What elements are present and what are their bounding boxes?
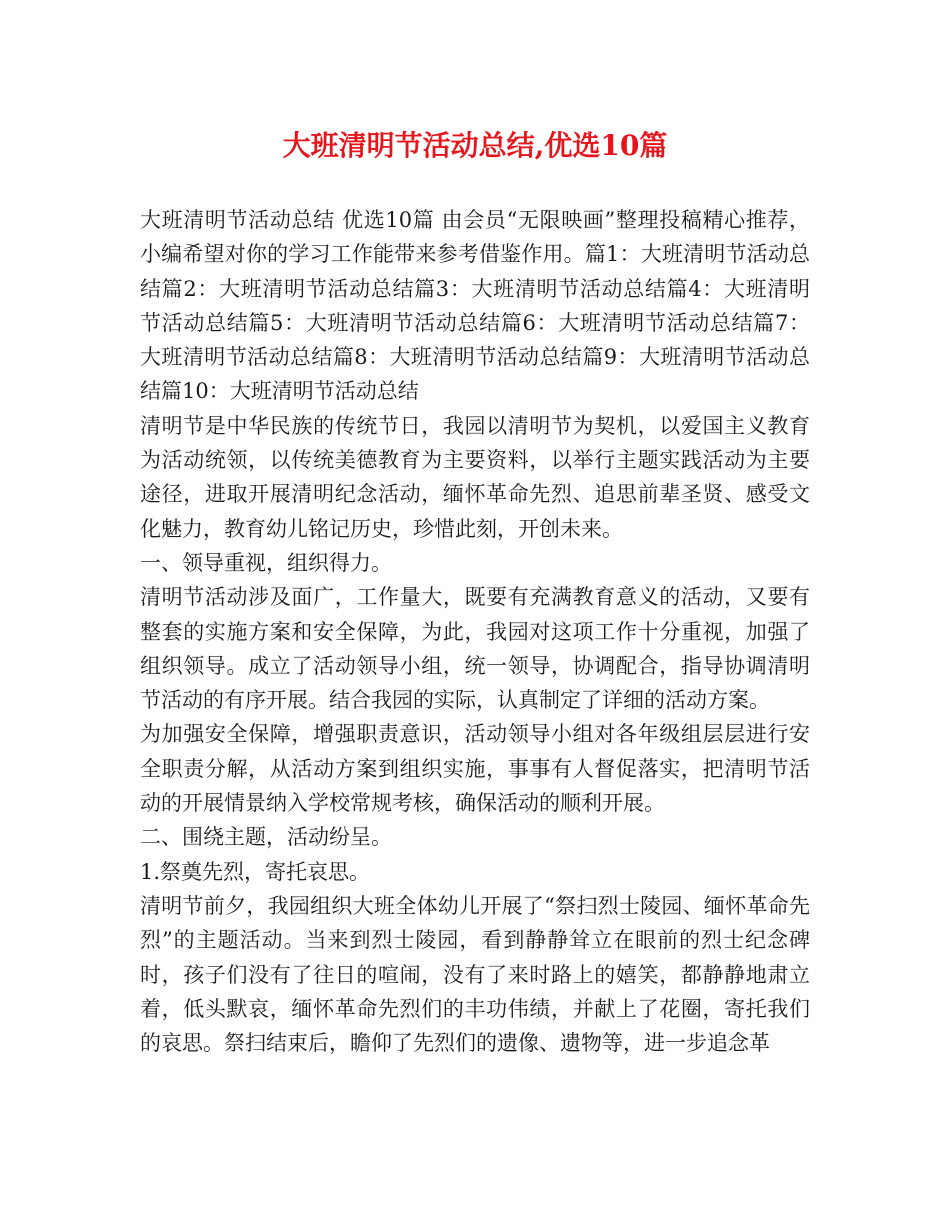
section-heading-leadership: 一、领导重视，组织得力。 <box>140 550 392 575</box>
paragraph-intro: 大班清明节活动总结 优选10篇 由会员“无限映画”整理投稿精心推荐，小编希望对你的学习工作能带来参考借鉴作用。篇1：大班清明节活动总结篇2：大班清明节活动总结篇3：大班清明节活动总结篇4：大班清明节活动总结篇5：大班清明节活动总结篇6：大班清明节活动总结篇7：大班清明节活动总结篇8：大班清明节活动总结篇9：大班清明节活动总结篇10：大班清明节活动总结 <box>140 208 810 404</box>
document-title: 大班清明节活动总结,优选10篇 <box>282 129 668 162</box>
document-body <box>140 203 810 1060</box>
paragraph-memorial: 清明节前夕，我园组织大班全体幼儿开展了“祭扫烈士陵园、缅怀革命先烈”的主题活动。当来到烈士陵园，看到静静耸立在眼前的烈士纪念碑时，孩子们没有了往日的喧闹，没有了来时路上的嬉笑，都静静地肃立着，低头默哀，缅怀革命先烈们的丰功伟绩，并献上了花圈，寄托我们的哀思。祭扫结束后，瞻仰了先烈们的遗像、遗物等，进一步追念革 <box>140 893 810 1056</box>
section-heading-activities: 二、围绕主题，活动纷呈。 <box>140 825 392 850</box>
paragraph-safety: 为加强安全保障，增强职责意识，活动领导小组对各年级组层层进行安全职责分解，从活动方案到组织实施，事事有人督促落实，把清明节活动的开展情景纳入学校常规考核，确保活动的顺利开展。 <box>140 722 810 816</box>
subsection-heading-memorial: 1.祭奠先烈，寄托哀思。 <box>140 859 371 884</box>
paragraph-overview: 清明节是中华民族的传统节日，我园以清明节为契机，以爱国主义教育为活动统领，以传统美德教育为主要资料，以举行主题实践活动为主要途径，进取开展清明纪念活动，缅怀革命先烈、追思前辈圣贤、感受文化魅力，教育幼儿铭记历史，珍惜此刻，开创未来。 <box>140 413 810 541</box>
paragraph-leadership: 清明节活动涉及面广，工作量大，既要有充满教育意义的活动，又要有整套的实施方案和安全保障，为此，我园对这项工作十分重视，加强了组织领导。成立了活动领导小组，统一领导，协调配合，指导协调清明节活动的有序开展。结合我园的实际，认真制定了详细的活动方案。 <box>140 585 810 713</box>
